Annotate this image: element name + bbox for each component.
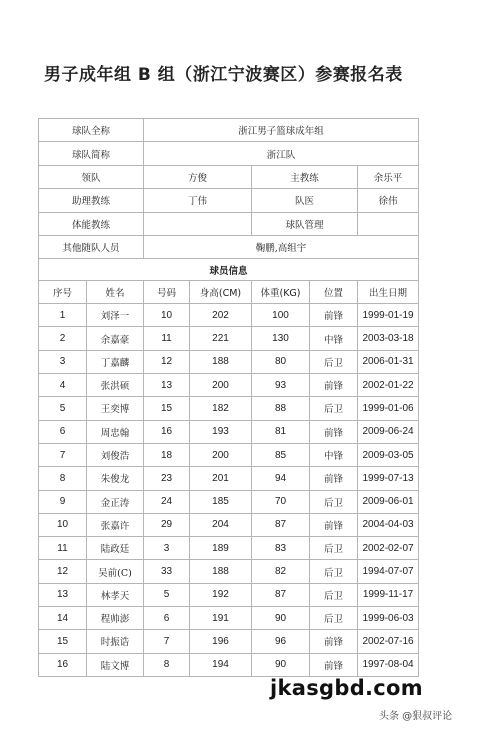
player-position: 后卫 [310, 490, 358, 513]
player-seq: 12 [39, 560, 87, 583]
player-name: 周忠翰 [87, 420, 144, 443]
player-number: 5 [144, 583, 190, 606]
player-height: 196 [190, 630, 252, 653]
player-row [39, 443, 419, 466]
assistant-coach-label: 助理教练 [39, 189, 144, 212]
player-seq: 9 [39, 490, 87, 513]
player-weight: 70 [252, 490, 310, 513]
player-number: 13 [144, 374, 190, 397]
full-name-label: 球队全称 [39, 119, 144, 142]
player-seq: 7 [39, 443, 87, 466]
player-weight: 85 [252, 443, 310, 466]
player-row [39, 467, 419, 490]
fitness-coach-label: 体能教练 [39, 212, 144, 235]
player-row [39, 420, 419, 443]
player-row [39, 513, 419, 536]
player-name: 王奕博 [87, 397, 144, 420]
player-row [39, 374, 419, 397]
head-coach-label: 主教练 [252, 165, 358, 188]
player-position: 中锋 [310, 443, 358, 466]
player-number: 8 [144, 653, 190, 676]
player-seq: 13 [39, 583, 87, 606]
player-position: 后卫 [310, 537, 358, 560]
player-height: 200 [190, 374, 252, 397]
player-weight: 90 [252, 653, 310, 676]
player-dob: 1999-07-13 [358, 467, 419, 490]
player-height: 193 [190, 420, 252, 443]
player-seq: 5 [39, 397, 87, 420]
player-seq: 15 [39, 630, 87, 653]
player-number: 33 [144, 560, 190, 583]
player-seq: 8 [39, 467, 87, 490]
player-dob: 1997-08-04 [358, 653, 419, 676]
player-weight: 87 [252, 583, 310, 606]
player-row [39, 607, 419, 630]
player-row [39, 397, 419, 420]
player-position: 前锋 [310, 420, 358, 443]
player-name: 朱俊龙 [87, 467, 144, 490]
leader-label: 领队 [39, 165, 144, 188]
player-height: 221 [190, 327, 252, 350]
player-dob: 2006-01-31 [358, 350, 419, 373]
player-position: 后卫 [310, 397, 358, 420]
other-staff-value: 鞠鹏,高组宇 [144, 235, 419, 258]
players-table-body [39, 304, 419, 677]
page-title: 男子成年组 B 组（浙江宁波赛区）参赛报名表 [44, 65, 403, 85]
player-height: 191 [190, 607, 252, 630]
player-number: 11 [144, 327, 190, 350]
column-header: 姓名 [87, 280, 144, 303]
player-seq: 16 [39, 653, 87, 676]
player-number: 16 [144, 420, 190, 443]
player-dob: 2009-03-05 [358, 443, 419, 466]
player-height: 188 [190, 350, 252, 373]
player-name: 丁嘉麟 [87, 350, 144, 373]
column-header: 体重(KG) [252, 280, 310, 303]
player-dob: 1999-06-03 [358, 607, 419, 630]
player-name: 陆文博 [87, 653, 144, 676]
player-number: 10 [144, 304, 190, 327]
player-number: 23 [144, 467, 190, 490]
column-header: 位置 [310, 280, 358, 303]
leader-value: 方俊 [144, 165, 252, 188]
player-weight: 88 [252, 397, 310, 420]
player-dob: 2004-04-03 [358, 513, 419, 536]
players-section-title: 球员信息 [39, 259, 419, 281]
player-height: 201 [190, 467, 252, 490]
player-dob: 2009-06-24 [358, 420, 419, 443]
player-number: 18 [144, 443, 190, 466]
player-weight: 80 [252, 350, 310, 373]
player-number: 24 [144, 490, 190, 513]
column-header: 序号 [39, 280, 87, 303]
player-name: 陆政廷 [87, 537, 144, 560]
player-seq: 10 [39, 513, 87, 536]
player-seq: 11 [39, 537, 87, 560]
team-info-section [39, 119, 419, 304]
column-header: 出生日期 [358, 280, 419, 303]
player-dob: 2002-01-22 [358, 374, 419, 397]
player-position: 前锋 [310, 467, 358, 490]
player-seq: 1 [39, 304, 87, 327]
player-height: 204 [190, 513, 252, 536]
player-seq: 6 [39, 420, 87, 443]
player-row [39, 537, 419, 560]
player-row [39, 490, 419, 513]
player-dob: 2002-07-16 [358, 630, 419, 653]
player-dob: 2009-06-01 [358, 490, 419, 513]
player-dob: 1999-01-19 [358, 304, 419, 327]
player-seq: 4 [39, 374, 87, 397]
player-number: 6 [144, 607, 190, 630]
player-weight: 82 [252, 560, 310, 583]
player-number: 7 [144, 630, 190, 653]
player-row [39, 304, 419, 327]
player-seq: 3 [39, 350, 87, 373]
short-name-label: 球队简称 [39, 142, 144, 165]
team-manager-label: 球队管理 [252, 212, 358, 235]
player-row [39, 630, 419, 653]
player-position: 中锋 [310, 327, 358, 350]
player-position: 前锋 [310, 653, 358, 676]
player-position: 后卫 [310, 560, 358, 583]
player-weight: 81 [252, 420, 310, 443]
player-weight: 100 [252, 304, 310, 327]
player-weight: 90 [252, 607, 310, 630]
player-name: 程帅澎 [87, 607, 144, 630]
player-weight: 83 [252, 537, 310, 560]
watermark-text: jkasgbd.com [270, 676, 423, 700]
player-height: 194 [190, 653, 252, 676]
player-dob: 1999-11-17 [358, 583, 419, 606]
players-header-row [39, 280, 419, 303]
player-name: 余嘉豪 [87, 327, 144, 350]
player-seq: 2 [39, 327, 87, 350]
player-position: 后卫 [310, 350, 358, 373]
player-dob: 2002-02-07 [358, 537, 419, 560]
player-weight: 94 [252, 467, 310, 490]
player-position: 前锋 [310, 304, 358, 327]
other-staff-label: 其他随队人员 [39, 235, 144, 258]
column-header: 号码 [144, 280, 190, 303]
player-height: 200 [190, 443, 252, 466]
player-position: 前锋 [310, 630, 358, 653]
player-row [39, 583, 419, 606]
attribution-text: 头条 @狠叔评论 [379, 711, 453, 722]
assistant-coach-value: 丁伟 [144, 189, 252, 212]
player-name: 刘俊浩 [87, 443, 144, 466]
player-height: 202 [190, 304, 252, 327]
player-name: 时振诰 [87, 630, 144, 653]
player-name: 金正涛 [87, 490, 144, 513]
player-number: 29 [144, 513, 190, 536]
player-row [39, 560, 419, 583]
full-name-value: 浙江男子篮球成年组 [144, 119, 419, 142]
player-number: 12 [144, 350, 190, 373]
player-height: 192 [190, 583, 252, 606]
player-number: 3 [144, 537, 190, 560]
head-coach-value: 余乐平 [358, 165, 419, 188]
column-header: 身高(CM) [190, 280, 252, 303]
team-doctor-label: 队医 [252, 189, 358, 212]
player-name: 林孝天 [87, 583, 144, 606]
fitness-coach-value [144, 212, 252, 235]
player-weight: 87 [252, 513, 310, 536]
team-manager-value [358, 212, 419, 235]
player-row [39, 653, 419, 676]
player-weight: 96 [252, 630, 310, 653]
player-position: 后卫 [310, 583, 358, 606]
player-position: 前锋 [310, 374, 358, 397]
player-position: 前锋 [310, 513, 358, 536]
player-position: 后卫 [310, 607, 358, 630]
player-dob: 1999-01-06 [358, 397, 419, 420]
player-height: 185 [190, 490, 252, 513]
player-row [39, 350, 419, 373]
player-name: 张嘉许 [87, 513, 144, 536]
player-height: 182 [190, 397, 252, 420]
player-name: 刘泽一 [87, 304, 144, 327]
registration-table [38, 118, 419, 677]
player-dob: 2003-03-18 [358, 327, 419, 350]
player-height: 189 [190, 537, 252, 560]
player-weight: 93 [252, 374, 310, 397]
player-number: 15 [144, 397, 190, 420]
player-name: 张洪硕 [87, 374, 144, 397]
team-doctor-value: 徐伟 [358, 189, 419, 212]
player-seq: 14 [39, 607, 87, 630]
player-weight: 130 [252, 327, 310, 350]
player-height: 188 [190, 560, 252, 583]
short-name-value: 浙江队 [144, 142, 419, 165]
player-dob: 1994-07-07 [358, 560, 419, 583]
player-row [39, 327, 419, 350]
player-name: 吴前(C) [87, 560, 144, 583]
